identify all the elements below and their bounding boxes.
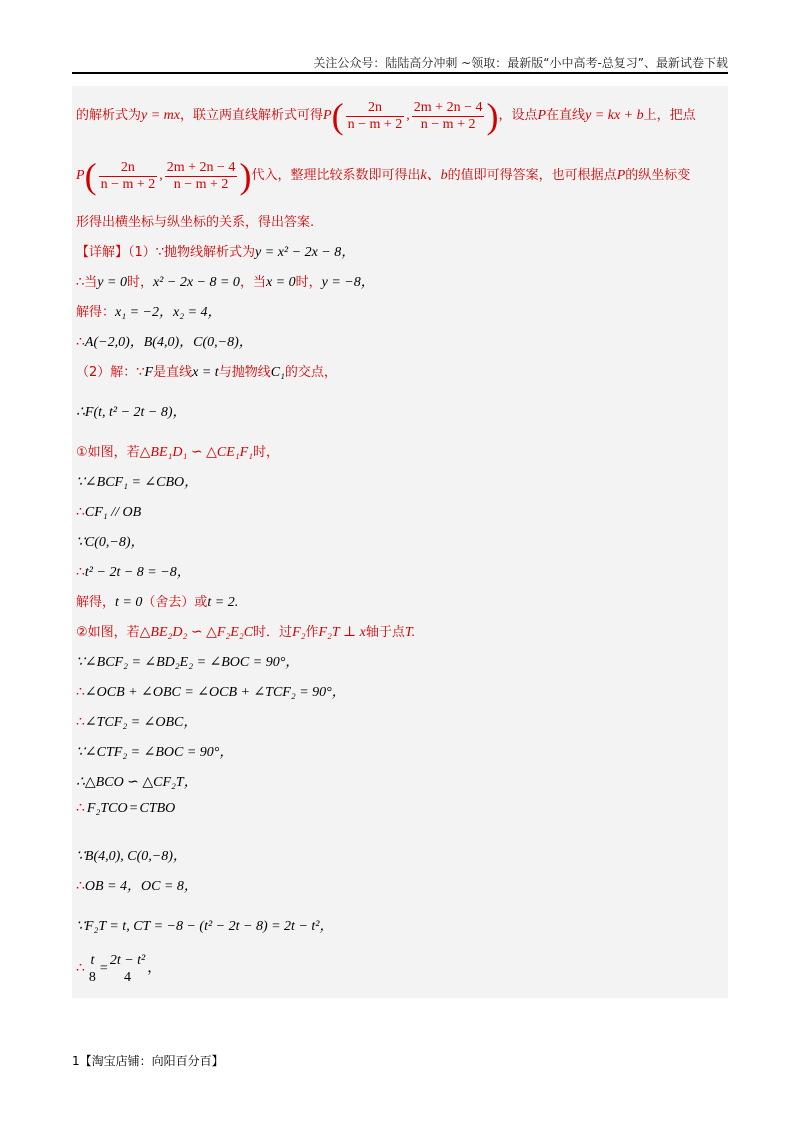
denominator: n − m + 2 [420,116,476,132]
text-run: ，联立两直线解析式可得 [180,108,324,124]
text-run: ①如图，若 [76,445,140,460]
math-run: ∴F(t, t² − 2t − 8)， [76,405,187,420]
text-run: 的解析式为 [76,108,142,124]
text-run: ∴ [76,335,85,350]
solution-content [72,86,728,998]
text-line: 的解析式为y = mx，联立两直线解析式可得P( $\frac{2n}{n - m + 2}$ , $\frac{2m + 2n - 4}{n - m + 2}$ )，设点P在直线y = kx + b上，把点 [76,96,696,136]
text-run: 解得， [76,595,116,610]
text-line [76,364,337,382]
denominator: 4 [124,970,132,985]
math-run: F₂ [292,625,306,640]
numerator: 2n [99,160,158,177]
text-line [76,918,333,936]
text-run: ∴ [76,801,85,817]
text-run: 【详解】（1）∵抛物线解析式为 [76,245,256,260]
math-run: k、b [420,168,448,184]
text-run: ∴ [76,505,85,520]
math-run: △BE₁D₁ ∽ △CE₁F₁ [139,445,254,460]
fraction [140,800,176,818]
fraction [110,952,145,986]
text-line [76,444,279,462]
text-line [76,774,198,792]
text-line [76,714,197,732]
text-run: 代入，整理比较系数即可得出 [251,168,421,184]
text-run: （舍去）或 [142,595,208,610]
text-run: ， [147,961,162,977]
text-line: P( $\frac{2n}{n - m + 2}$ , $\frac{2m + 2n - 4}{n - m + 2}$ )代入，整理比较系数即可得出k、b的值即可得答案，也可根据点P的纵坐标变 [76,156,691,196]
denominator: n − m + 2 [173,176,229,192]
math-run: x₁ = −2，x₂ = 4， [115,305,222,320]
text-run: 是直线 [153,365,193,380]
text-run: 的纵坐标变 [625,168,691,184]
text-line [76,534,145,552]
text-run: 与抛物线 [218,365,271,380]
text-run: ，设点 [498,108,538,124]
fraction [87,800,128,818]
text-run: 时， [253,445,280,460]
fraction [99,160,158,193]
text-run: 轴于点 [365,625,405,640]
text-line [76,594,238,612]
denominator: BO [156,801,176,816]
text-run: ∴ [76,961,85,977]
right-paren: ) [486,96,499,136]
math-run: P [323,108,332,124]
math-run: x = 0 [265,275,296,290]
text-line [76,334,253,352]
equals-sign: = [129,801,138,817]
math-run: F₂T ⊥ x [318,625,366,640]
math-run: ∵∠CTF₂ = ∠BOC = 90°， [76,745,234,760]
math-run: t² − 2t − 8 = −8， [84,565,191,580]
text-line [76,848,187,866]
math-run: x² − 2x − 8 = 0 [152,275,240,290]
text-run: ∴当 [76,275,98,290]
math-run: OB = 4，OC = 8， [84,879,198,894]
fraction [346,100,405,133]
math-run: ∵B(4,0), C(0,−8)， [76,849,187,864]
math-run: t = 0 [115,595,143,610]
math-run: y = −8， [321,275,375,290]
math-run: △BE₂D₂ ∽ △F₂E₂C [139,625,254,640]
math-run: ∴△BCO ∽ △CF₂T， [76,775,198,790]
math-run: y = kx + b [585,108,644,124]
text-run: ∴ [76,685,85,700]
numerator: 2m + 2n − 4 [166,159,236,175]
numerator: 2m + 2n − 4 [413,99,483,115]
page-footer: 1【淘宝店铺：向阳百分百】 [72,1054,224,1068]
denominator: CO [108,801,128,816]
math-run: P [616,168,626,184]
numerator: 2t − t² [109,953,146,968]
math-run: T. [404,625,416,640]
text-run: 解得： [76,305,116,320]
denominator: n − m + 2 [347,116,403,132]
text-run: 时， [295,275,322,290]
text-line [76,744,233,762]
fraction [87,952,98,986]
text-run: 时， [126,275,153,290]
text-line [76,952,161,986]
fraction [165,160,238,193]
numerator: t [90,953,95,968]
math-run: t = 2. [207,595,239,610]
text-line [76,404,187,422]
math-run: y = x² − 2x − 8， [255,245,356,260]
text-run: ∴ [76,715,85,730]
equals-sign: = [99,961,108,977]
text-line [76,684,346,702]
math-run: P [537,108,547,124]
math-run: ∵∠BCF₂ = ∠BD₂E₂ = ∠BOC = 90°， [76,655,300,670]
numerator: 2n [346,100,405,117]
text-run: 作 [305,625,319,640]
math-run: CF₁ // OB [84,505,142,520]
text-run: 的交点， [284,365,337,380]
text-run: ，当 [239,275,266,290]
numerator: CT [139,801,157,816]
math-run: ∵F₂T = t, CT = −8 − (t² − 2t − 8) = 2t − t²， [76,919,334,934]
math-run: ∵C(0,−8)， [76,535,145,550]
math-run: F [144,365,154,380]
math-run: x = t [192,365,219,380]
text-line: 形得出横坐标与纵坐标的关系，得出答案. [76,215,315,230]
math-run: ∠OCB + ∠OBC = ∠OCB + ∠TCF₂ = 90°， [84,685,346,700]
text-line [76,654,299,672]
denominator: 8 [88,970,96,985]
text-run: ∴ [76,565,85,580]
text-run: ②如图，若 [76,625,140,640]
text-run: 在直线 [546,108,586,124]
text-line [76,564,191,582]
right-paren: ) [239,156,252,196]
text-line [76,800,177,818]
page-header: 关注公众号：陆陆高分冲刺 ~领取：最新版“小中高考-总复习”、最新试卷下载 [313,56,728,70]
math-run: ∵∠BCF₁ = ∠CBO， [76,475,199,490]
text-run: ∴ [76,879,85,894]
math-run: P [76,168,85,184]
text-run: （2）解：∵ [76,365,145,380]
left-paren: ( [331,96,344,136]
text-run: 上，把点 [643,108,696,124]
math-run: ∠TCF₂ = ∠OBC， [84,715,198,730]
math-run: A(−2,0)，B(4,0)，C(0,−8)， [84,335,253,350]
text-line [76,244,355,262]
text-run: 的值即可得答案，也可根据点 [447,168,617,184]
text-line [76,504,141,522]
text-line [76,878,198,896]
denominator: n − m + 2 [100,176,156,192]
math-run: y = mx [141,108,181,124]
numerator: F₂T [86,801,109,816]
math-run: C₁ [270,365,285,380]
text-line [76,274,375,292]
text-line [76,624,415,642]
left-paren: ( [84,156,97,196]
header-divider [72,72,728,74]
text-run: 时．过 [253,625,293,640]
fraction [412,100,485,133]
text-line [76,474,198,492]
text-line [76,304,222,322]
math-run: y = 0 [97,275,127,290]
